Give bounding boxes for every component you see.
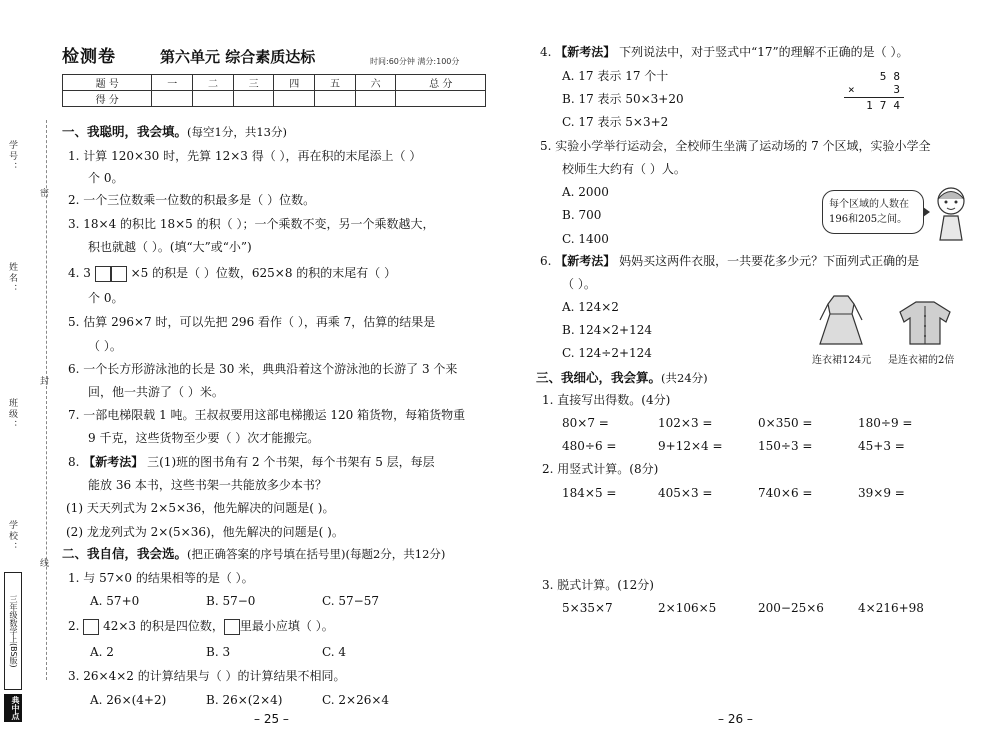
question-2-2-text: 42×3 的积是四位数， [103, 619, 224, 633]
option-c: C. 124÷2+124 [562, 346, 652, 360]
question-1-8-cont: 能放 36 本书，这些书架一共能放多少本书？ [88, 478, 327, 492]
direct-calc-item: 480÷6 = [562, 439, 617, 453]
page-number: – 25 – [254, 712, 289, 726]
score-cell[interactable] [152, 91, 193, 107]
question-2-6 [540, 253, 919, 269]
direct-calc-item: 9+12×4 = [658, 439, 723, 453]
question-2-4-text: 下列说法中，对于竖式中“17”的理解不正确的是（ ）。 [619, 45, 909, 59]
section-3-heading [536, 370, 708, 386]
vm-digit: 5 [879, 70, 887, 83]
question-1-8-part-2: (2) 龙龙列式为 2×(5×36)，他先解决的问题是( )。 [66, 525, 344, 539]
speech-bubble [822, 190, 924, 234]
score-table [62, 74, 486, 107]
option-c: C. 17 表示 5×3+2 [562, 115, 669, 129]
exam-logo: 检测卷 [62, 47, 116, 67]
vertical-calc-item: 184×5 = [562, 486, 617, 500]
shirt-price-caption: 是连衣裙的2倍 [888, 355, 955, 366]
section-2-heading [62, 546, 445, 562]
score-table-score-row [63, 91, 486, 107]
binding-mark-mi: 密 [40, 189, 50, 199]
option-b: B. 57−0 [206, 594, 256, 608]
option-b: B. 3 [206, 645, 231, 659]
option-b: B. 700 [562, 208, 602, 222]
score-cell[interactable] [193, 91, 234, 107]
part-1-title: 1. 直接写出得数。(4分) [542, 393, 671, 407]
question-1-3-cont: 积也就越（ ）。(填“大”或“小”) [88, 240, 252, 254]
section-3-note: (共24分) [661, 371, 708, 385]
stepwise-calc-item: 5×35×7 [562, 601, 613, 615]
score-cell[interactable] [315, 91, 356, 107]
vertical-calc-work-area[interactable] [540, 506, 980, 572]
digit-box[interactable] [83, 619, 99, 635]
option-a: A. 17 表示 17 个十 [562, 69, 669, 83]
vertical-calc-item: 39×9 = [858, 486, 905, 500]
vm-digit: 7 [879, 99, 887, 112]
score-table-header-row [63, 75, 486, 91]
option-a: A. 2 [90, 645, 114, 659]
question-1-6-cont: 回，他一共游了（ ）米。 [88, 385, 224, 399]
vertical-multiplication [844, 70, 904, 112]
stepwise-calc-work-area[interactable] [540, 620, 980, 706]
question-1-7-cont: 9 千克，这些货物至少要（ ）次才能搬完。 [88, 431, 320, 445]
binding-mark-xian: 线 [40, 559, 50, 569]
option-b: B. 124×2+124 [562, 323, 652, 337]
score-cell[interactable] [396, 91, 486, 107]
question-1-7: 7. 一部电梯限载 1 吨。王叔叔要用这部电梯搬运 120 箱货物，每箱货物重 [68, 408, 466, 422]
new-method-tag: 【新考法】 [555, 254, 616, 268]
question-1-5-cont: （ ）。 [88, 339, 122, 353]
question-2-5: 5. 实验小学举行运动会，全校师生坐满了运动场的 7 个区域，实验小学全 [540, 139, 931, 153]
question-2-5-cont: 校师生大约有（ ）人。 [562, 162, 686, 176]
binding-line [46, 120, 47, 680]
speech-bubble-line: 每个区域的人数在 [829, 199, 909, 210]
score-table-header-cell: 总 分 [396, 75, 486, 91]
score-table-header-cell: 三 [233, 75, 274, 91]
girl-illustration-icon [930, 184, 972, 242]
class-label: 班级： [7, 398, 17, 431]
question-1-2: 2. 一个三位数乘一位数的积最多是（ ）位数。 [68, 193, 316, 207]
direct-calc-item: 150÷3 = [758, 439, 813, 453]
option-c: C. 4 [322, 645, 347, 659]
new-method-tag: 【新考法】 [83, 455, 144, 469]
new-method-tag: 【新考法】 [555, 45, 616, 59]
vm-row-top [844, 70, 904, 83]
part-2-title: 2. 用竖式计算。(8分) [542, 462, 659, 476]
direct-calc-item: 45+3 = [858, 439, 905, 453]
option-c: C. 2×26×4 [322, 693, 390, 707]
direct-calc-item: 80×7 = [562, 416, 609, 430]
question-1-4 [68, 265, 396, 282]
score-cell[interactable] [274, 91, 315, 107]
option-a: A. 124×2 [562, 300, 619, 314]
option-a: A. 2000 [562, 185, 609, 199]
part-3-title: 3. 脱式计算。(12分) [542, 578, 654, 592]
dress-icon [818, 294, 864, 346]
direct-calc-item: 102×3 = [658, 416, 713, 430]
vm-digit: 4 [893, 99, 900, 112]
question-1-8-text: 三(1)班的图书角有 2 个书架，每个书架有 5 层，每层 [147, 455, 435, 469]
section-2-note: (把正确答案的序号填在括号里)(每题2分，共12分) [187, 547, 446, 561]
shirt-icon [898, 300, 952, 346]
score-table-score-label: 得 分 [63, 91, 152, 107]
option-a: A. 26×(4+2) [90, 693, 167, 707]
question-2-6-cont: （ ）。 [562, 277, 596, 291]
question-2-2-number: 2. [68, 619, 80, 633]
question-1-5: 5. 估算 296×7 时，可以先把 296 看作（ ），再乘 7，估算的结果是 [68, 315, 436, 329]
question-1-3: 3. 18×4 的积比 18×5 的积（ ）；一个乘数不变，另一个乘数越大， [68, 217, 435, 231]
option-c: C. 57−57 [322, 594, 379, 608]
vm-digit: 3 [893, 83, 900, 96]
vertical-calc-item: 740×6 = [758, 486, 813, 500]
page-number: – 26 – [718, 712, 753, 726]
school-label: 学校： [7, 520, 17, 553]
student-id-label: 学号： [7, 140, 17, 173]
section-2-title: 二、我自信，我会选。 [62, 546, 188, 561]
score-table-header-cell: 题 号 [63, 75, 152, 91]
exam-time-score: 时间:60分钟 满分:100分 [370, 57, 460, 66]
option-a: A. 57+0 [90, 594, 140, 608]
question-2-6-text: 妈妈买这两件衣服，一共要花多少元？下面列式正确的是 [619, 254, 920, 268]
digit-box[interactable] [224, 619, 240, 635]
question-1-4-prefix: 4. 3 [68, 266, 91, 280]
binding-mark-feng: 封 [40, 377, 50, 387]
section-1-note: (每空1分，共13分) [187, 125, 287, 139]
question-2-2 [68, 618, 334, 635]
score-cell[interactable] [355, 91, 396, 107]
question-2-4 [540, 44, 908, 60]
vm-operator: × [848, 83, 855, 96]
vm-row-product [844, 99, 904, 112]
section-3-title: 三、我细心，我会算。 [536, 370, 662, 385]
stepwise-calc-item: 4×216+98 [858, 601, 924, 615]
score-cell[interactable] [233, 91, 274, 107]
vertical-calc-item: 405×3 = [658, 486, 713, 500]
brand-logo: 典中点 [4, 694, 22, 722]
speech-bubble-line: 196和205之间。 [829, 214, 908, 225]
stepwise-calc-item: 200−25×6 [758, 601, 824, 615]
page-right [500, 0, 1000, 754]
score-table-header-cell: 一 [152, 75, 193, 91]
question-1-8 [68, 454, 435, 470]
name-label: 姓名： [7, 262, 17, 295]
vm-digit: 8 [893, 70, 900, 83]
score-table-header-cell: 二 [193, 75, 234, 91]
page-title: 第六单元 综合素质达标 [160, 48, 316, 66]
question-2-2-text-end: 里最小应填（ ）。 [239, 619, 334, 633]
vm-digit: 1 [866, 99, 873, 112]
series-label: 三年级数学上(BS版) [4, 572, 22, 690]
dress-price-caption: 连衣裙124元 [812, 355, 872, 366]
question-2-3: 3. 26×4×2 的计算结果与（ ）的计算结果不相同。 [68, 669, 346, 683]
direct-calc-item: 0×350 = [758, 416, 813, 430]
section-1-title: 一、我聪明，我会填。 [62, 124, 188, 139]
option-c: C. 1400 [562, 232, 609, 246]
question-2-4-number: 4. [540, 45, 552, 59]
score-table-header-cell: 四 [274, 75, 315, 91]
question-1-1-cont: 个 0。 [88, 171, 124, 185]
question-1-4-cont: 个 0。 [88, 291, 124, 305]
question-1-6: 6. 一个长方形游泳池的长是 30 米，典典沿着这个游泳池的长游了 3 个来 [68, 362, 458, 376]
vm-rule [844, 97, 904, 98]
question-2-1: 1. 与 57×0 的结果相等的是（ ）。 [68, 571, 254, 585]
section-1-heading [62, 124, 287, 140]
direct-calc-item: 180÷9 = [858, 416, 913, 430]
vm-row-multiplier [844, 83, 904, 96]
digit-box[interactable] [111, 266, 127, 282]
option-b: B. 26×(2×4) [206, 693, 283, 707]
question-1-8-part-1: (1) 天天列式为 2×5×36，他先解决的问题是( )。 [66, 501, 335, 515]
score-table-header-cell: 五 [315, 75, 356, 91]
question-1-4-text: ×5 的积是（ ）位数，625×8 的积的末尾有（ ） [130, 266, 397, 280]
question-1-1: 1. 计算 120×30 时，先算 12×3 得（ ），再在积的末尾添上（ ） [68, 149, 422, 163]
score-table-header-cell: 六 [355, 75, 396, 91]
digit-box[interactable] [95, 266, 111, 282]
stepwise-calc-item: 2×106×5 [658, 601, 717, 615]
question-2-6-number: 6. [540, 254, 552, 268]
option-b: B. 17 表示 50×3+20 [562, 92, 684, 106]
question-1-8-number: 8. [68, 455, 80, 469]
